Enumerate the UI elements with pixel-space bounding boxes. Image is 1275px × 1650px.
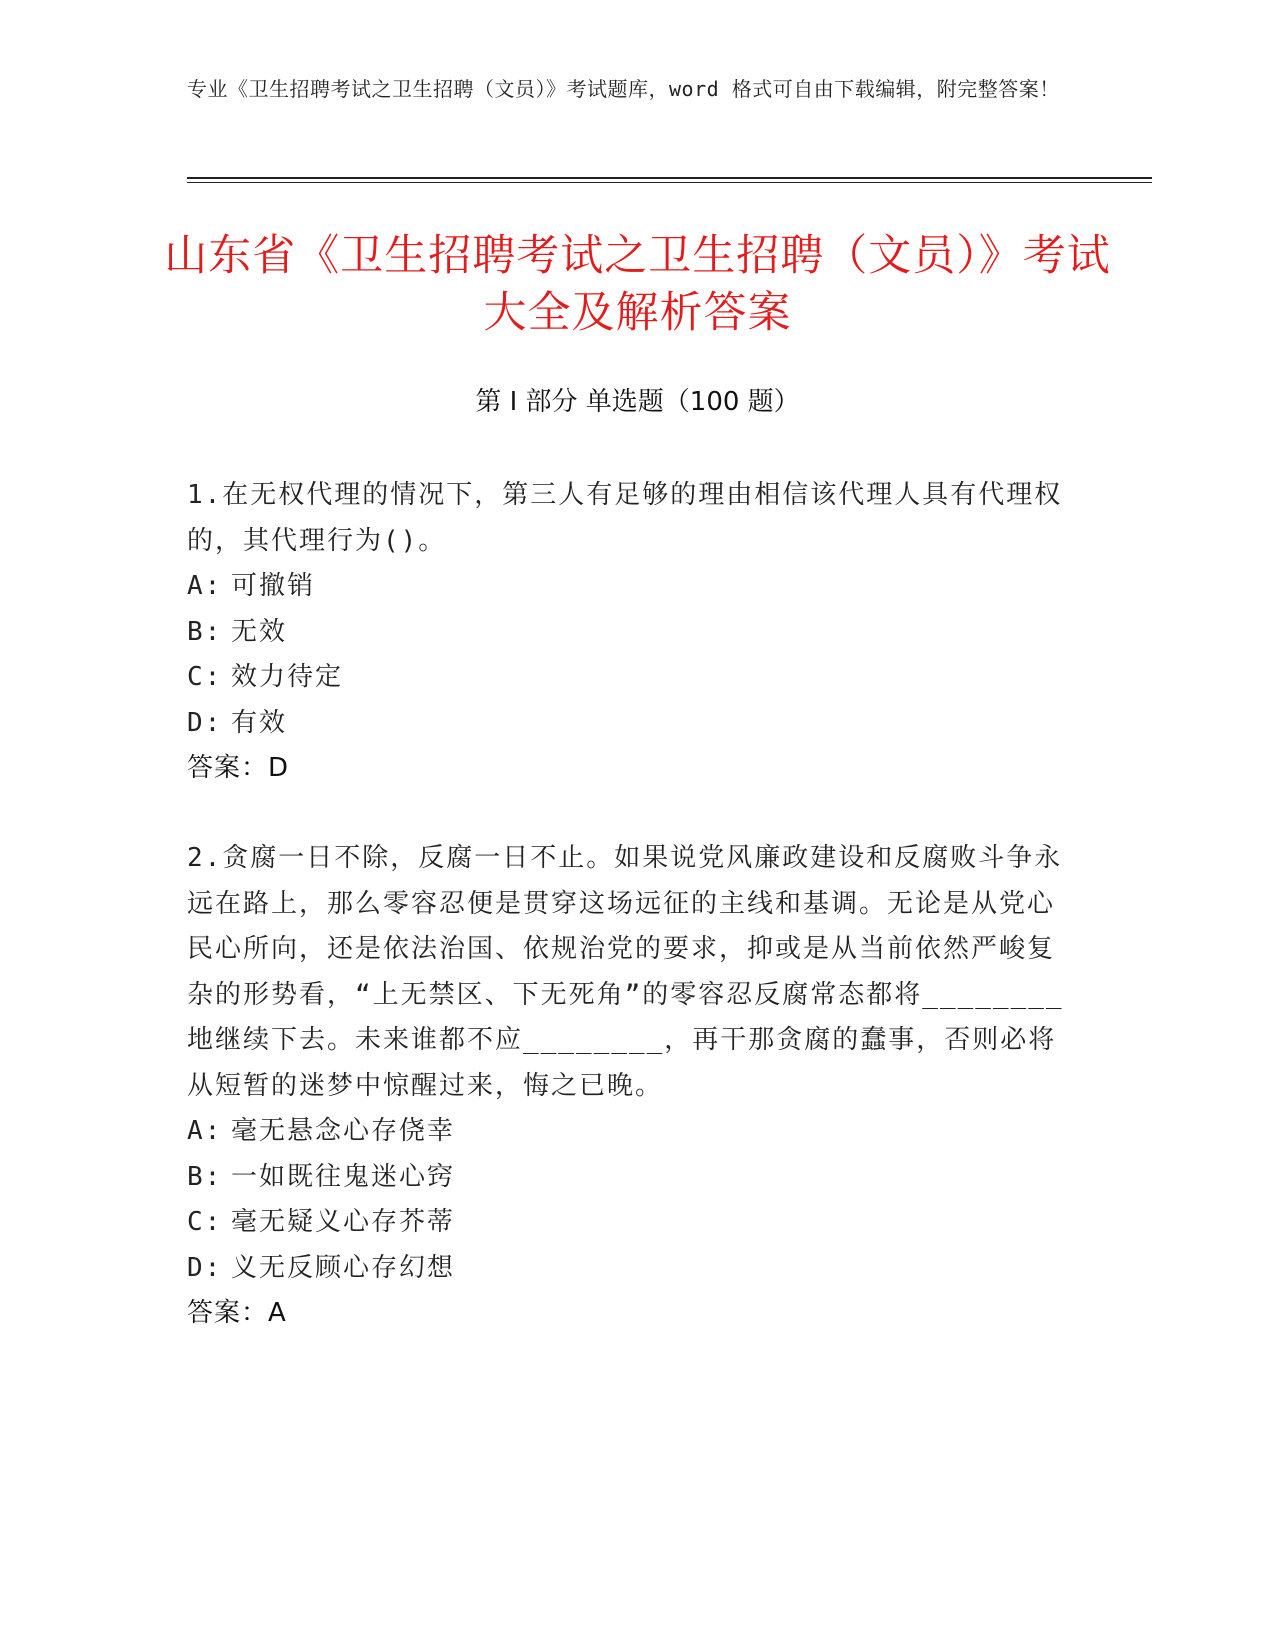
question-text: 2.贪腐一日不除，反腐一日不止。如果说党风廉政建设和反腐败斗争永远在路上，那么零容忍便是贯穿这场远征的主线和基调。无论是从党心民心所向，还是依法治国、依规治党的要求，抑或是从当前依然严峻复杂的形势看，“上无禁区、下无死角”的零容忍反腐常态都将________地继续下去。未来谁都不应________，再干那贪腐的蠢事，否则必将从短暂的迷梦中惊醒过来，悔之已晚。: [187, 843, 1064, 1101]
header-note: 专业《卫生招聘考试之卫生招聘（文员）》考试题库，word 格式可自由下载编辑，附完整答案！: [187, 77, 1060, 101]
question-1: [187, 473, 1067, 792]
option-text: 有效: [231, 707, 288, 738]
document-title: 山东省《卫生招聘考试之卫生招聘（文员）》考试大全及解析答案: [164, 231, 1111, 338]
option-c: [187, 655, 1067, 701]
option-text: 毫无悬念心存侥幸: [231, 1116, 456, 1146]
option-key: B:: [187, 616, 223, 647]
option-a: [187, 1109, 1067, 1155]
section-title: 第 I 部分 单选题（100 题）: [475, 387, 800, 417]
answer-line: 答案：D: [187, 753, 290, 783]
option-d: [187, 701, 1067, 747]
option-key: D:: [187, 707, 223, 738]
option-a: [187, 564, 1067, 610]
option-key: D:: [187, 1252, 223, 1283]
option-text: 义无反顾心存幻想: [231, 1252, 456, 1283]
option-key: C:: [187, 662, 223, 692]
option-b: [187, 1155, 1067, 1201]
header-divider-thick: [187, 177, 1152, 179]
question-2: [187, 836, 1067, 1337]
option-text: 无效: [231, 616, 288, 647]
option-text: 可撤销: [231, 571, 316, 601]
option-key: A:: [187, 1116, 223, 1146]
option-key: C:: [187, 1207, 223, 1237]
header-divider-thin: [187, 182, 1152, 183]
option-c: [187, 1200, 1067, 1246]
option-text: 毫无疑义心存芥蒂: [231, 1207, 456, 1237]
option-key: A:: [187, 571, 223, 601]
option-key: B:: [187, 1161, 223, 1192]
question-text: 1.在无权代理的情况下，第三人有足够的理由相信该代理人具有代理权的，其代理行为()。: [187, 480, 1063, 556]
option-text: 效力待定: [231, 662, 344, 692]
option-b: [187, 610, 1067, 656]
answer-line: 答案：A: [187, 1298, 287, 1328]
option-text: 一如既往鬼迷心窍: [231, 1161, 456, 1192]
option-d: [187, 1246, 1067, 1292]
